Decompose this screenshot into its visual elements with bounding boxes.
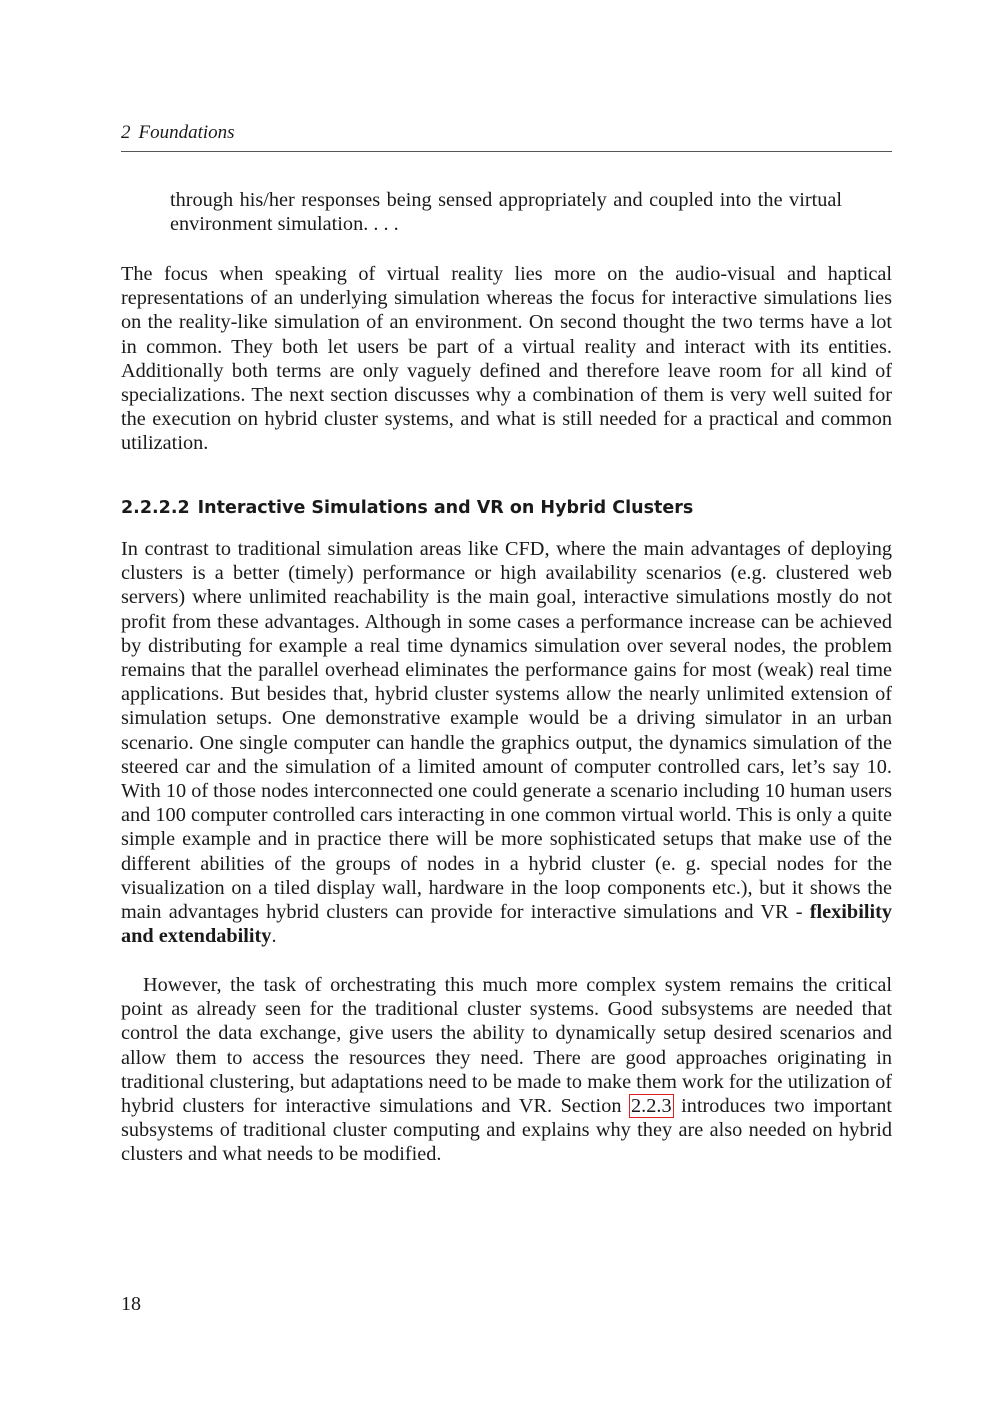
paragraph-orchestration-text: However, the task of orchestrating this much more complex system remains the critical point as already seen for the traditional cluster systems. Good subsystems are needed that control the data exchange, give users the ability to dynamically setup desired scenarios and allow them to access the resources they need. There are good approaches originating in traditional clustering, but adaptations need to be made to make them work for the utilization of hybrid clusters for interactive simulations and VR. Section	[121, 974, 892, 1118]
block-quote-continuation: through his/her responses being sensed appropriately and coupled into the virtual environment simulation. . . .	[170, 189, 842, 236]
bold-emphasis: flexibility and extendability	[121, 901, 892, 948]
chapter-number: 2	[121, 122, 131, 143]
page-number: 18	[121, 1293, 141, 1315]
subsection-number: 2.2.2.2	[121, 498, 190, 518]
paragraph-hybrid-clusters-end: .	[271, 925, 277, 948]
paragraph-vr-focus: The focus when speaking of virtual reality lies more on the audio-visual and haptical representations of an underlying simulation whereas the focus for interactive simulations lies on the reality-like simulation of an environment. On second thought the two terms have a lot in common. They both let users be part of a virtual reality and interact with its entities. Additionally both terms are only vaguely defined and therefore leave room for all kind of specializations. The next section discusses why a combination of them is very well suited for the execution on hybrid cluster systems, and what is still needed for a practical and common utilization.	[121, 263, 892, 455]
chapter-title: Foundations	[138, 122, 235, 143]
paragraph-orchestration-end: introduces two important subsystems of traditional cluster computing and explains why they are also needed on hybrid clusters and what needs to be modified.	[121, 1095, 892, 1166]
running-header	[121, 121, 892, 152]
paragraph-orchestration	[121, 973, 892, 1167]
subsection-title: Interactive Simulations and VR on Hybrid Clusters	[197, 498, 694, 518]
paragraph-hybrid-clusters-text: In contrast to traditional simulation areas like CFD, where the main advantages of deploying clusters is a better (timely) performance or high availability scenarios (e.g. clustered web servers) where unlimited reachability is the main goal, interactive simulations mostly do not profit from these advantages. Although in some cases a performance increase can be achieved by distributing for example a real time dynamics simulation over several nodes, the problem remains that the parallel overhead eliminates the performance gains for most (weak) real time applications. But besides that, hybrid cluster systems allow the nearly unlimited extension of simulation setups. One demonstrative example would be a driving simulator in an urban scenario. One single computer can handle the graphics output, the dynamics simulation of the steered car and the simulation of a limited amount of computer controlled cars, let’s say 10. With 10 of those nodes interconnected one could generate a scenario including 10 human users and 100 computer controlled cars interacting in one common virtual world. This is only a quite simple example and in practice there will be more sophisticated setups that make use of the different abilities of the groups of nodes in a hybrid cluster (e. g. special nodes for the visualization on a tiled display wall, hardware in the loop components etc.), but it shows the main advantages hybrid clusters can provide for interactive simulations and VR -	[121, 538, 892, 924]
section-reference-link[interactable]: 2.2.3	[631, 1095, 672, 1118]
subsection-heading	[121, 496, 892, 520]
paragraph-hybrid-clusters	[121, 537, 892, 948]
